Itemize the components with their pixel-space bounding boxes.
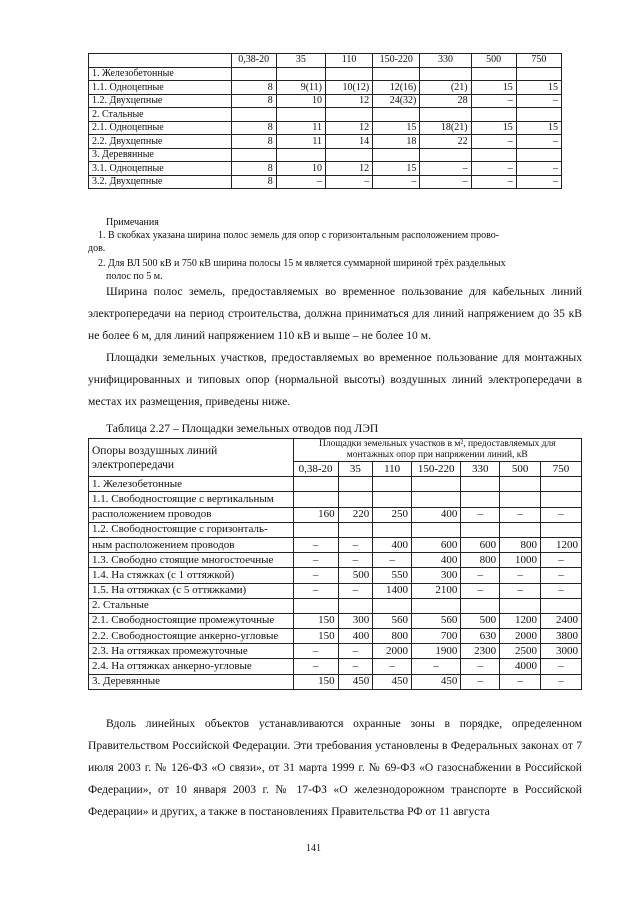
table-cell: –	[461, 674, 500, 689]
table-cell: 2000	[500, 629, 541, 644]
table-cell: 700	[412, 629, 461, 644]
table-cell: –	[516, 175, 561, 189]
table-cell	[516, 148, 561, 162]
table-cell: 10	[276, 94, 325, 108]
table-cell: 160	[293, 507, 338, 522]
table-cell: –	[541, 583, 582, 598]
column-header: 750	[541, 462, 582, 477]
table-cell: –	[325, 175, 372, 189]
table-cell: –	[500, 674, 541, 689]
column-header: 500	[500, 462, 541, 477]
note-2-line-2: полос по 5 м.	[106, 271, 163, 282]
table-row	[89, 583, 582, 598]
table-cell: –	[541, 674, 582, 689]
table-row	[89, 644, 582, 659]
table-cell: 8	[231, 135, 276, 149]
table-cell: 12	[325, 162, 372, 176]
column-header: 0,38-20	[231, 54, 276, 68]
table-cell: –	[541, 553, 582, 568]
tower-type-header: Опоры воздушных линий электропередачи	[89, 439, 294, 477]
row-label: 1.1. Одноцепные	[89, 81, 232, 95]
table-cell: 2100	[412, 583, 461, 598]
table-cell: –	[500, 583, 541, 598]
column-header: 35	[338, 462, 373, 477]
table-row	[89, 81, 562, 95]
row-label: 3. Деревянные	[89, 148, 232, 162]
table-cell: –	[373, 659, 412, 674]
table-cell: 150	[293, 674, 338, 689]
table-caption: Таблица 2.27 – Площадки земельных отводов под ЛЭП	[106, 422, 379, 435]
table-cell	[325, 108, 372, 122]
table-cell: –	[541, 659, 582, 674]
row-label: 2.1. Одноцепные	[89, 121, 232, 135]
table-cell: 560	[373, 613, 412, 628]
table-cell	[373, 67, 420, 81]
table-row	[89, 598, 582, 613]
table-cell: 500	[338, 568, 373, 583]
table-cell	[338, 492, 373, 507]
table-row	[89, 477, 582, 492]
table-cell: 400	[412, 553, 461, 568]
table-cell: 450	[338, 674, 373, 689]
voltage-strip-width-table	[88, 53, 562, 189]
table-cell: –	[293, 659, 338, 674]
table-cell: 150	[293, 613, 338, 628]
table-cell: –	[293, 553, 338, 568]
row-label: 3.2. Двухцепные	[89, 175, 232, 189]
table-cell: –	[338, 537, 373, 552]
table-cell	[500, 522, 541, 537]
table-cell: 450	[412, 674, 461, 689]
table-row	[89, 121, 562, 135]
table-cell: 300	[338, 613, 373, 628]
table-cell	[338, 477, 373, 492]
table-corner-cell	[89, 54, 232, 68]
table-cell: –	[293, 537, 338, 552]
table-cell: –	[276, 175, 325, 189]
table-row	[89, 629, 582, 644]
table-cell	[412, 477, 461, 492]
row-label: 2.1. Свободностоящие промежуточные	[89, 613, 294, 628]
row-label: 2. Стальные	[89, 108, 232, 122]
table-cell: 220	[338, 507, 373, 522]
row-label: 2.3. На оттяжках промежуточные	[89, 644, 294, 659]
table-row	[89, 135, 562, 149]
table-cell: 2000	[373, 644, 412, 659]
table-cell: 8	[231, 175, 276, 189]
row-label: 1.5. На оттяжках (с 5 оттяжками)	[89, 583, 294, 598]
column-header: 150-220	[412, 462, 461, 477]
table-cell	[420, 148, 471, 162]
table-cell: 630	[461, 629, 500, 644]
table-cell: 1200	[541, 537, 582, 552]
table-row	[89, 148, 562, 162]
table-row	[89, 67, 562, 81]
row-label: 1.3. Свободно стоящие многостоечные	[89, 553, 294, 568]
table-cell	[231, 67, 276, 81]
table-cell	[541, 598, 582, 613]
column-header: 330	[461, 462, 500, 477]
table-cell: 800	[373, 629, 412, 644]
table-cell: 18(21)	[420, 121, 471, 135]
table-cell: 12(16)	[373, 81, 420, 95]
table-cell: 8	[231, 121, 276, 135]
row-label: 3. Деревянные	[89, 674, 294, 689]
note-2-line-1: 2. Для ВЛ 500 кВ и 750 кВ ширина полосы 15 м является суммарной шириной трёх раздельных	[98, 258, 506, 269]
column-header: 35	[276, 54, 325, 68]
table-cell: 11	[276, 135, 325, 149]
table-cell	[373, 492, 412, 507]
table-header-row	[89, 439, 582, 462]
table-cell: 800	[500, 537, 541, 552]
note-1-line-2: дов.	[88, 243, 106, 254]
table-cell	[325, 67, 372, 81]
table-cell: –	[373, 175, 420, 189]
table-row	[89, 537, 582, 552]
tower-site-area-table	[88, 438, 582, 690]
table-cell	[500, 598, 541, 613]
table-cell: –	[373, 553, 412, 568]
column-header: 110	[373, 462, 412, 477]
table-cell: –	[461, 568, 500, 583]
table-cell	[461, 492, 500, 507]
table-cell	[516, 67, 561, 81]
table-cell: –	[500, 568, 541, 583]
table-row	[89, 94, 562, 108]
table-cell: –	[338, 553, 373, 568]
voltage-group-header: Площадки земельных участков в м², предоставляемых для монтажных опор при напряжении линий, кВ	[293, 439, 581, 462]
table-cell: 14	[325, 135, 372, 149]
table-cell: 28	[420, 94, 471, 108]
table-cell: 11	[276, 121, 325, 135]
table-cell: –	[516, 135, 561, 149]
table-cell	[471, 67, 516, 81]
table-cell: 560	[412, 613, 461, 628]
table-cell	[338, 598, 373, 613]
note-1-line-1: 1. В скобках указана ширина полос земель для опор с горизонтальным расположением прово-	[98, 230, 500, 241]
table-cell: 2500	[500, 644, 541, 659]
row-label: 2.4. На оттяжках анкерно-угловые	[89, 659, 294, 674]
table-cell	[412, 522, 461, 537]
table-cell	[373, 522, 412, 537]
table-cell: 15	[373, 121, 420, 135]
paragraph-cable-lines: Ширина полос земель, предоставляемых во временное пользование для кабельных линий электропередачи на период строительства, должна приниматься для линий напряжением до 35 кВ не более 6 м, для линий напряжением 110 кВ и выше – не более 10 м.	[88, 285, 582, 342]
table-cell	[231, 108, 276, 122]
table-cell: 250	[373, 507, 412, 522]
table-cell: 8	[231, 162, 276, 176]
table-cell: –	[461, 507, 500, 522]
table-cell: 22	[420, 135, 471, 149]
table-cell: –	[461, 659, 500, 674]
table-cell: –	[516, 94, 561, 108]
table-cell: –	[338, 644, 373, 659]
table-cell: 3000	[541, 644, 582, 659]
table-cell: –	[420, 162, 471, 176]
table-cell: –	[412, 659, 461, 674]
table-row	[89, 553, 582, 568]
table-cell: (21)	[420, 81, 471, 95]
table-cell: 8	[231, 94, 276, 108]
row-label: 1.2. Двухцепные	[89, 94, 232, 108]
table-cell: 15	[373, 162, 420, 176]
table-row	[89, 522, 582, 537]
table-cell: 2300	[461, 644, 500, 659]
table-cell: –	[500, 507, 541, 522]
table-cell: 8	[231, 81, 276, 95]
table-cell: 450	[373, 674, 412, 689]
table-cell: 400	[412, 507, 461, 522]
table-cell: –	[293, 583, 338, 598]
column-header: 0,38-20	[293, 462, 338, 477]
table-cell	[461, 522, 500, 537]
row-label: 1. Железобетонные	[89, 477, 294, 492]
table-row	[89, 674, 582, 689]
column-header: 330	[420, 54, 471, 68]
table-cell: 10(12)	[325, 81, 372, 95]
table-cell	[412, 492, 461, 507]
table-cell: –	[338, 583, 373, 598]
table-row	[89, 175, 562, 189]
table-cell: 15	[471, 81, 516, 95]
table-cell: 15	[516, 121, 561, 135]
table-cell: 1200	[500, 613, 541, 628]
table-cell: 12	[325, 94, 372, 108]
table-cell	[500, 477, 541, 492]
table-cell: 3800	[541, 629, 582, 644]
table-cell: 600	[412, 537, 461, 552]
table-cell: 15	[516, 81, 561, 95]
row-label: расположением проводов	[89, 507, 294, 522]
table-cell	[471, 148, 516, 162]
table-cell	[293, 492, 338, 507]
table-cell	[412, 598, 461, 613]
table-cell	[541, 522, 582, 537]
table-cell	[541, 492, 582, 507]
table-cell	[338, 522, 373, 537]
table-cell	[500, 492, 541, 507]
table-header-row	[89, 54, 562, 68]
table-cell: 4000	[500, 659, 541, 674]
table-cell	[516, 108, 561, 122]
table-cell: 1400	[373, 583, 412, 598]
notes-title: Примечания	[106, 217, 159, 228]
table-cell	[276, 148, 325, 162]
table-row	[89, 613, 582, 628]
table-row	[89, 492, 582, 507]
table-cell	[471, 108, 516, 122]
table-cell: 600	[461, 537, 500, 552]
table-cell: 800	[461, 553, 500, 568]
table-cell: 1900	[412, 644, 461, 659]
table-cell: 18	[373, 135, 420, 149]
table-row	[89, 108, 562, 122]
table-cell	[373, 148, 420, 162]
table-cell: 400	[373, 537, 412, 552]
column-header: 150-220	[373, 54, 420, 68]
row-label: 1.2. Свободностоящие с горизонталь-	[89, 522, 294, 537]
table-cell: 24(32)	[373, 94, 420, 108]
table-cell: 9(11)	[276, 81, 325, 95]
row-label: 1. Железобетонные	[89, 67, 232, 81]
table-row	[89, 162, 562, 176]
column-header: 500	[471, 54, 516, 68]
table-cell: 400	[338, 629, 373, 644]
table-cell: –	[541, 568, 582, 583]
paragraph-protection-zones: Вдоль линейных объектов устанавливаются охранные зоны в порядке, определенном Правительством Российской Федерации. Эти требования установлены в Федеральных законах от 7 июля 2003 г. № 126-ФЗ «О связи», от 31 марта 1999 г. № 69-ФЗ «О газоснабжении в Российской Федерации», от 10 января 2003 г. № 17-ФЗ «О железнодорожном транспорте в Российской Федерации» и других, а также в постановлениях Правительства РФ от 11 августа	[88, 717, 582, 818]
table-cell	[373, 598, 412, 613]
table-cell	[276, 67, 325, 81]
column-header: 110	[325, 54, 372, 68]
row-label: 2.2. Свободностоящие анкерно-угловые	[89, 629, 294, 644]
table-cell	[461, 598, 500, 613]
column-header: 750	[516, 54, 561, 68]
table-cell: 10	[276, 162, 325, 176]
row-label: 2.2. Двухцепные	[89, 135, 232, 149]
table-cell	[541, 477, 582, 492]
table-cell: –	[541, 507, 582, 522]
table-row	[89, 568, 582, 583]
table-cell: 2400	[541, 613, 582, 628]
table-cell	[373, 108, 420, 122]
page-number: 141	[306, 843, 321, 854]
row-label: 3.1. Одноцепные	[89, 162, 232, 176]
table-cell	[293, 477, 338, 492]
row-label: 1.1. Свободностоящие с вертикальным	[89, 492, 294, 507]
table-cell: 550	[373, 568, 412, 583]
table-cell: –	[471, 175, 516, 189]
table-cell: –	[461, 583, 500, 598]
table-cell	[231, 148, 276, 162]
table-cell	[420, 67, 471, 81]
table-cell: –	[471, 94, 516, 108]
table-cell: 12	[325, 121, 372, 135]
table-cell	[420, 108, 471, 122]
table-cell	[325, 148, 372, 162]
table-cell: –	[420, 175, 471, 189]
table-cell: –	[471, 135, 516, 149]
table-cell: 150	[293, 629, 338, 644]
table-cell	[293, 522, 338, 537]
table-cell	[293, 598, 338, 613]
table-cell: 15	[471, 121, 516, 135]
row-label: 1.4. На стяжках (с 1 оттяжкой)	[89, 568, 294, 583]
table-cell: –	[293, 644, 338, 659]
table-row	[89, 507, 582, 522]
row-label: ным расположением проводов	[89, 537, 294, 552]
table-cell	[276, 108, 325, 122]
table-cell	[373, 477, 412, 492]
table-cell: –	[338, 659, 373, 674]
table-cell: –	[471, 162, 516, 176]
table-row	[89, 659, 582, 674]
table-cell: 1000	[500, 553, 541, 568]
table-cell: 500	[461, 613, 500, 628]
paragraph-tower-sites: Площадки земельных участков, предоставляемых во временное пользование для монтажных унифицированных и типовых опор (нормальной высоты) воздушных линий электропередачи в местах их размещения, приведены ниже.	[88, 351, 582, 408]
table-cell: –	[293, 568, 338, 583]
table-cell: 300	[412, 568, 461, 583]
table-cell	[461, 477, 500, 492]
table-cell: –	[516, 162, 561, 176]
row-label: 2. Стальные	[89, 598, 294, 613]
